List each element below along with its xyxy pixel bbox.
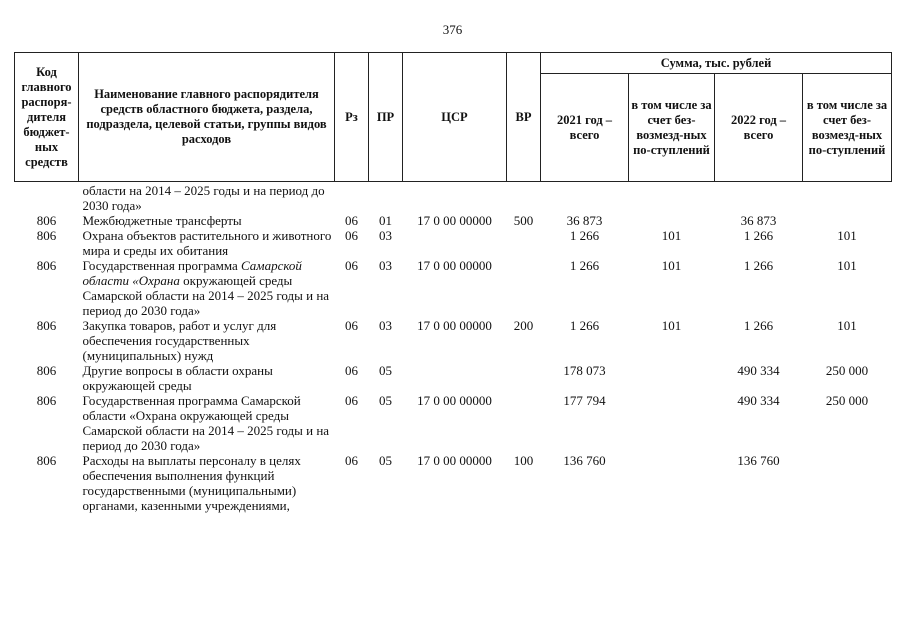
cell-vr <box>507 393 541 453</box>
cell-name: Расходы на выплаты персоналу в целях обеспечения выполнения функций государственными (муниципальными) органами, казенными учреждениями, <box>82 453 301 513</box>
cell-empty <box>403 182 507 214</box>
cell-name: Государственная программа Самарской области «Охрана окружающей среды Самарской области на 2014 – 2025 годы и на период до 2030 года» <box>82 393 330 453</box>
cell-empty <box>629 182 715 214</box>
cell-pr: 05 <box>379 363 392 378</box>
table-body <box>15 182 892 514</box>
cell-code: 806 <box>36 258 57 273</box>
table-header <box>15 53 892 182</box>
cell-2022-total: 136 760 <box>737 453 780 468</box>
cell-2022-free: 250 000 <box>825 393 869 408</box>
cell-empty <box>803 182 892 214</box>
cell-vr <box>507 258 541 318</box>
cell-name: Охрана объектов растительного и животного мира и среды их обитания <box>82 228 332 258</box>
header-2022-free: в том числе за счет без-возмезд-ных по-ступлений <box>803 74 892 182</box>
cell-pr: 05 <box>379 453 392 468</box>
cell-pr: 03 <box>379 318 392 333</box>
budget-table <box>14 52 892 513</box>
cell-2021-free: 101 <box>661 318 682 333</box>
cell-empty <box>335 182 369 214</box>
table-row <box>15 228 892 258</box>
cell-2022-free: 101 <box>837 258 857 273</box>
cell-pr: 03 <box>379 258 392 273</box>
name-part-italic: Самарской области «Охрана <box>82 258 302 288</box>
cell-2021-free <box>629 363 715 393</box>
cell-vr: 100 <box>513 453 534 468</box>
table-row <box>15 453 892 513</box>
table-row <box>15 363 892 393</box>
cell-pr: 03 <box>379 228 392 243</box>
header-rz: Рз <box>335 53 369 182</box>
cell-2021-total: 1 266 <box>569 228 600 243</box>
cell-code: 806 <box>36 453 57 468</box>
header-name: Наименование главного распорядителя средств областного бюджета, раздела, подраздела, целевой статьи, группы видов расходов <box>79 53 335 182</box>
cell-2021-free <box>629 393 715 453</box>
cell-rz: 06 <box>345 363 358 378</box>
table-row <box>15 213 892 228</box>
name-part: Государственная программа <box>82 258 238 273</box>
cell-code: 806 <box>36 228 57 243</box>
header-code: Код главного распоря-дителя бюджет-ных средств <box>15 53 79 182</box>
page-number: 376 <box>442 22 463 37</box>
header-csr: ЦСР <box>403 53 507 182</box>
cell-2022-free <box>803 213 892 228</box>
cell-2022-total: 1 266 <box>743 228 774 243</box>
cell-2021-free <box>629 453 715 513</box>
cell-name: Закупка товаров, работ и услуг для обеспечения государственных (муниципальных) нужд <box>82 318 277 363</box>
continuation-name: области на 2014 – 2025 годы и на период до 2030 года» <box>82 183 325 213</box>
cell-2021-free: 101 <box>661 258 682 273</box>
cell-vr: 500 <box>513 213 534 228</box>
cell-csr: 17 0 00 00000 <box>417 213 492 228</box>
cell-pr: 05 <box>379 393 392 408</box>
cell-rz: 06 <box>345 318 358 333</box>
cell-name: Другие вопросы в области охраны окружающей среды <box>82 363 273 393</box>
cell-name: Межбюджетные трансферты <box>82 213 242 228</box>
continuation-row <box>15 182 892 214</box>
cell-csr: 17 0 00 00000 <box>417 393 492 408</box>
table-row <box>15 393 892 453</box>
cell-csr: 17 0 00 00000 <box>417 318 492 333</box>
cell-2022-total: 1 266 <box>743 318 774 333</box>
cell-2022-free: 101 <box>837 318 857 333</box>
cell-code: 806 <box>36 393 57 408</box>
cell-2021-total: 36 873 <box>566 213 603 228</box>
header-2022-total: 2022 год – всего <box>715 74 803 182</box>
cell-empty <box>715 182 803 214</box>
cell-2022-total: 36 873 <box>740 213 777 228</box>
cell-csr <box>403 228 507 258</box>
cell-name <box>79 258 335 318</box>
cell-empty <box>369 182 403 214</box>
cell-csr: 17 0 00 00000 <box>417 453 492 468</box>
table-row <box>15 318 892 363</box>
cell-2021-free: 101 <box>661 228 682 243</box>
cell-2022-free <box>803 453 892 513</box>
cell-2021-total: 1 266 <box>569 318 600 333</box>
cell-code: 806 <box>36 213 57 228</box>
cell-2022-free: 101 <box>837 228 857 243</box>
header-2021-total: 2021 год – всего <box>541 74 629 182</box>
cell-2021-free <box>629 213 715 228</box>
header-2021-free: в том числе за счет без-возмезд-ных по-ступлений <box>629 74 715 182</box>
cell-2022-free: 250 000 <box>825 363 869 378</box>
cell-vr: 200 <box>513 318 534 333</box>
cell-csr: 17 0 00 00000 <box>417 258 492 273</box>
cell-rz: 06 <box>345 213 358 228</box>
cell-2022-total: 490 334 <box>737 363 780 378</box>
name-part: окружающей среды Самарской области на 2014 – 2025 годы и на период до 2030 года» <box>82 273 330 318</box>
cell-2021-total: 178 073 <box>563 363 606 378</box>
cell-2021-total: 1 266 <box>569 258 600 273</box>
cell-vr <box>507 228 541 258</box>
cell-2022-total: 1 266 <box>743 258 774 273</box>
table-row <box>15 258 892 318</box>
header-pr: ПР <box>369 53 403 182</box>
header-sum: Сумма, тыс. рублей <box>541 53 892 74</box>
cell-vr <box>507 363 541 393</box>
cell-2021-total: 177 794 <box>563 393 606 408</box>
cell-rz: 06 <box>345 453 358 468</box>
cell-code: 806 <box>36 318 57 333</box>
cell-2021-total: 136 760 <box>563 453 606 468</box>
cell-empty <box>507 182 541 214</box>
cell-csr <box>403 363 507 393</box>
header-vr: ВР <box>507 53 541 182</box>
cell-empty <box>541 182 629 214</box>
cell-code: 806 <box>36 363 57 378</box>
cell-pr: 01 <box>379 213 392 228</box>
cell-rz: 06 <box>345 228 358 243</box>
cell-rz: 06 <box>345 258 358 273</box>
cell-2022-total: 490 334 <box>737 393 780 408</box>
cell-empty <box>15 182 79 214</box>
cell-rz: 06 <box>345 393 358 408</box>
